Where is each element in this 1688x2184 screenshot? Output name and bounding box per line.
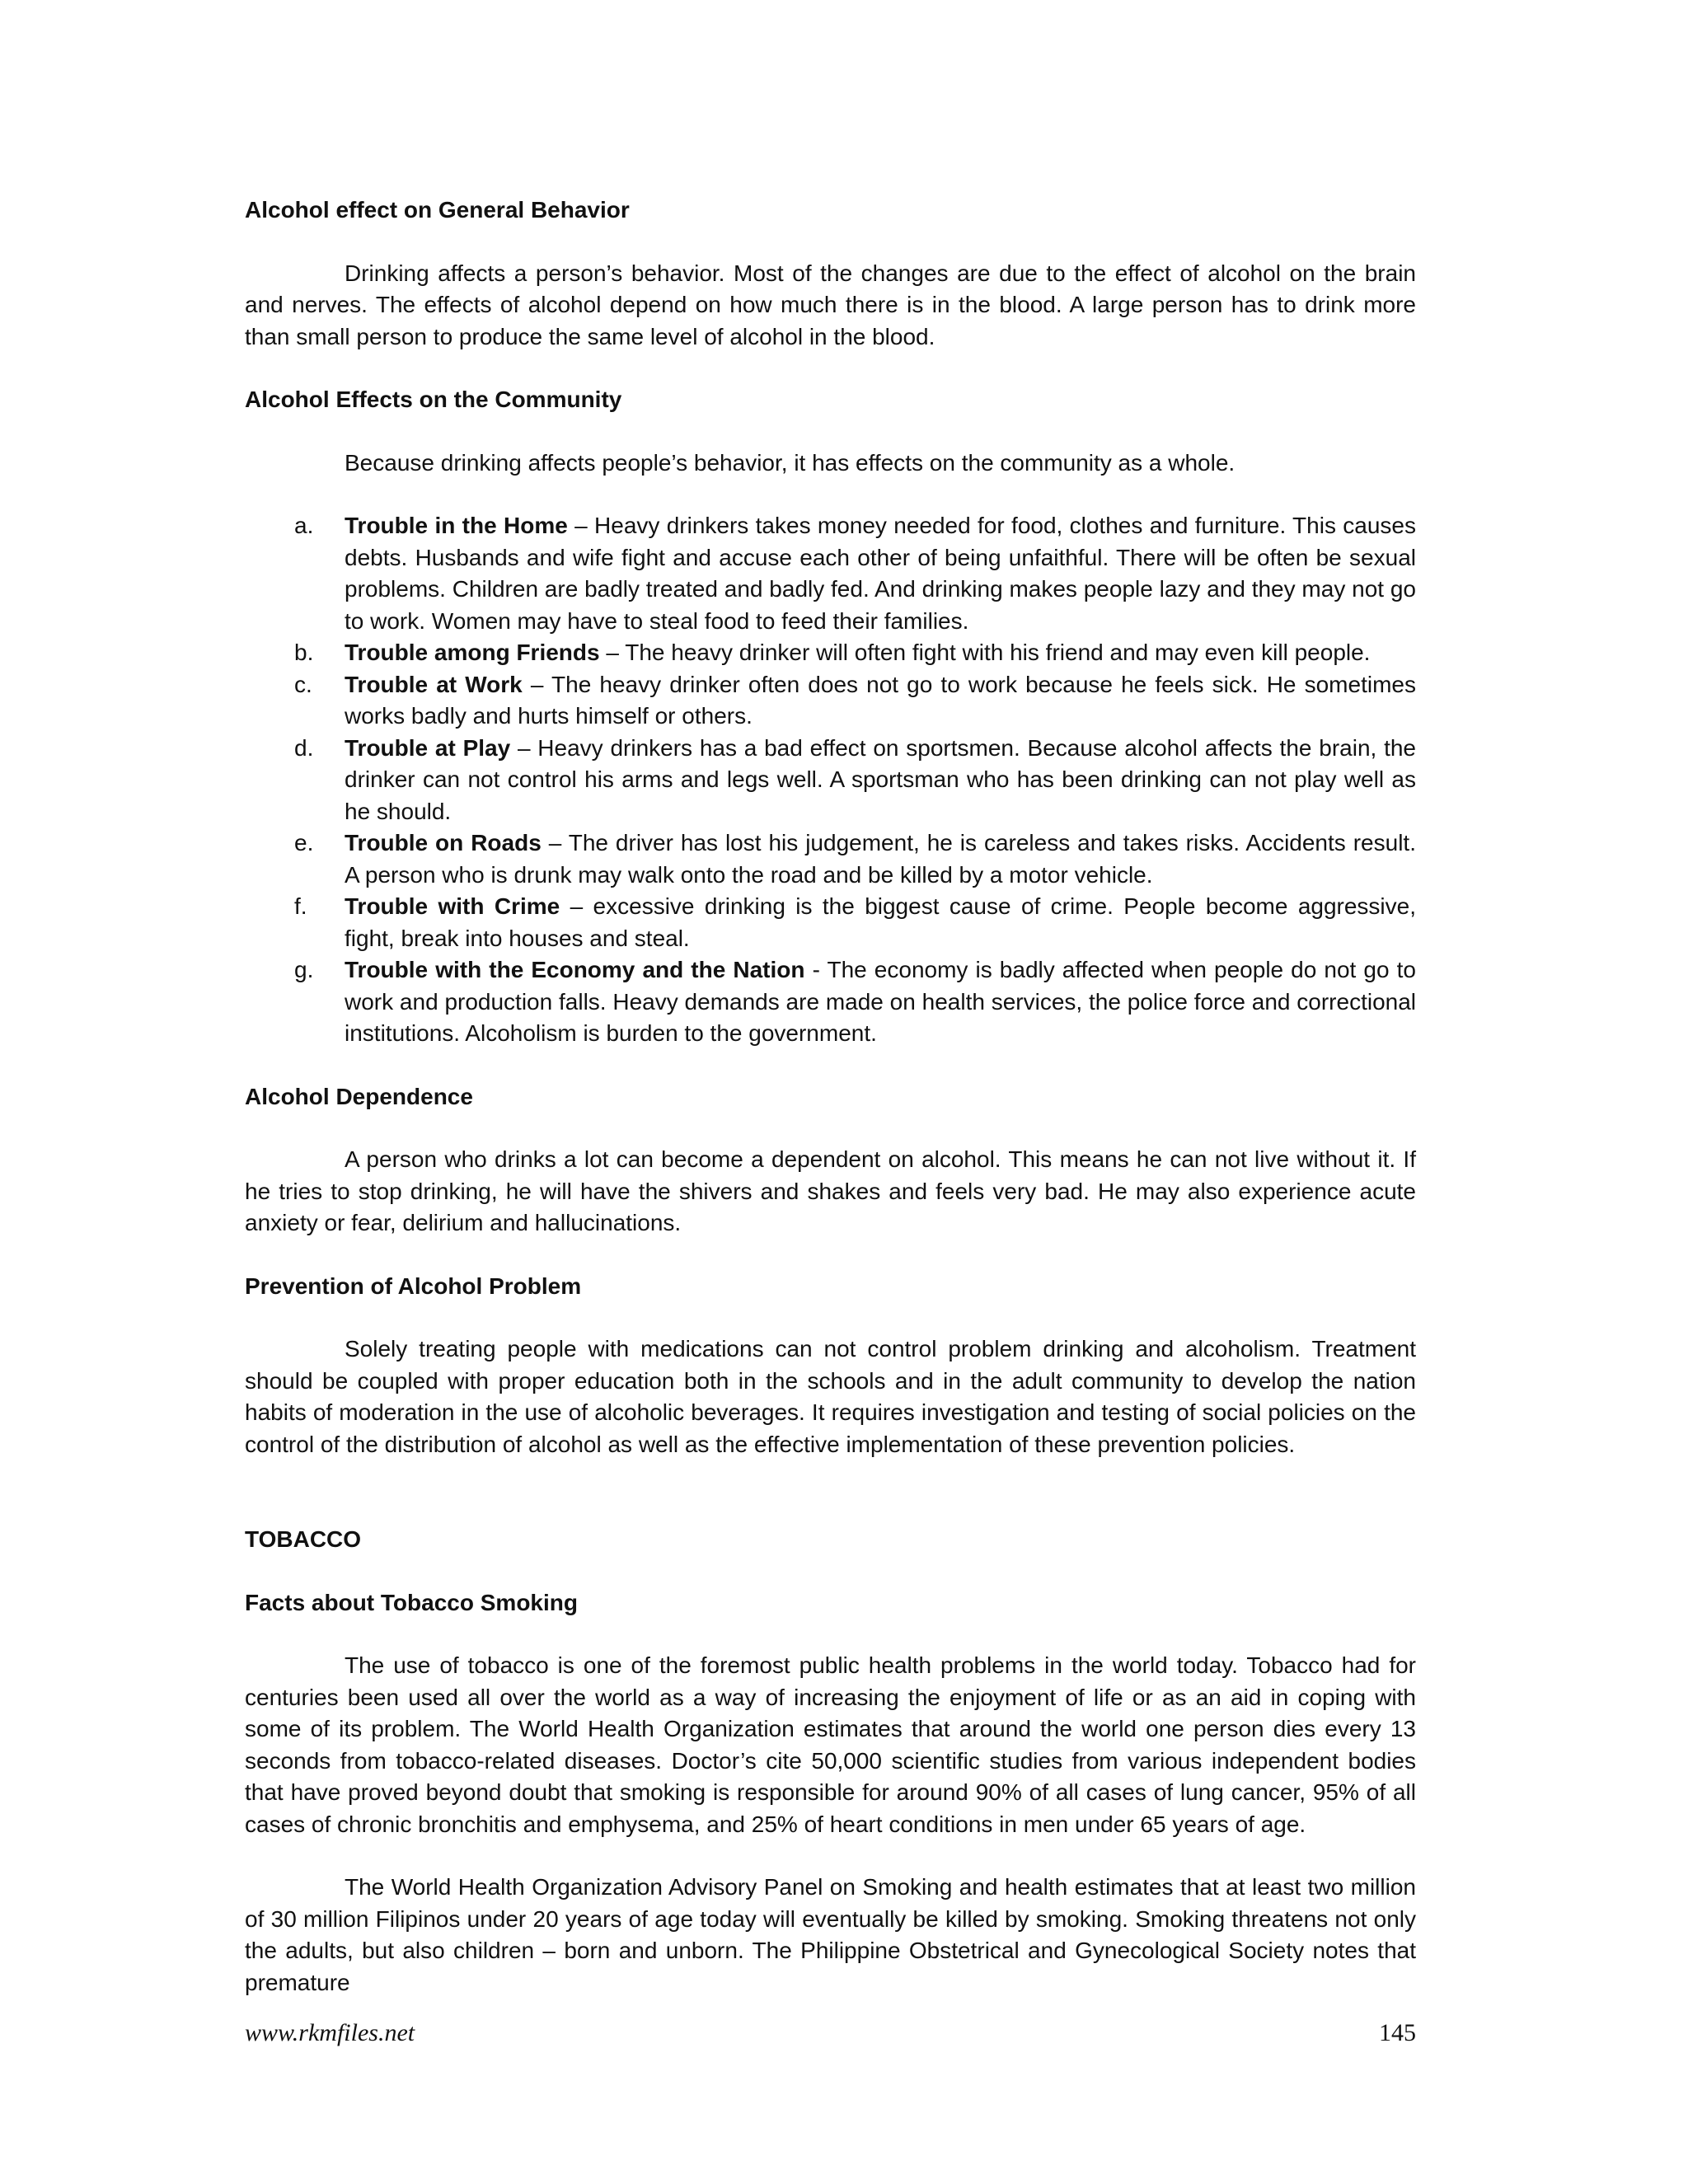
list-marker: c. — [294, 671, 312, 697]
page-number: 145 — [1379, 2019, 1416, 2046]
list-item — [245, 827, 1416, 891]
list-term: Trouble with the Economy and the Nation — [345, 957, 805, 982]
list-term: Trouble at Work — [345, 671, 523, 697]
spacer — [245, 1302, 1416, 1333]
paragraph-dependence: A person who drinks a lot can become a dependent on alcohol. This means he can not live without it. If he tries to stop drinking, he will have the shivers and shakes and feels very bad. He may also experience acute anxiety or fear, delirium and hallucinations. — [245, 1146, 1416, 1235]
list-marker: b. — [294, 640, 314, 665]
list-text: – excessive drinking is the biggest cause of crime. People become aggressive, fight, break into houses and steal. — [345, 893, 1417, 951]
list-term: Trouble on Roads — [345, 830, 542, 855]
document-page — [245, 194, 1416, 1999]
list-item — [245, 733, 1416, 828]
spacer — [245, 1619, 1416, 1650]
spacer — [245, 479, 1416, 510]
list-term: Trouble at Play — [345, 734, 511, 761]
list-item — [245, 954, 1416, 1050]
paragraph-prevention: Solely treating people with medications can not control problem drinking and alcoholism. Treatment should be coupled with proper education both in the schools and in the adult community to develop the nation habits of moderation in the use of alcoholic beverages. It requires investigation and testing of social policies on the control of the distribution of alcohol as well as the effective implementation of these prevention policies. — [245, 1336, 1416, 1457]
heading-prevention: Prevention of Alcohol Problem — [245, 1272, 582, 1299]
heading-community: Alcohol Effects on the Community — [245, 387, 622, 412]
spacer — [245, 227, 1416, 258]
list-item — [245, 891, 1416, 954]
list-marker: f. — [294, 893, 307, 919]
list-text: – Heavy drinkers takes money needed for food, clothes and furniture. This causes debts. Husbands and wife fight and accuse each other of being unfaithful. There will be often be sexual problems. Children are badly treated and badly fed. And drinking makes people lazy and they may not go to work. Women may have to steal food to feed their families. — [345, 513, 1416, 634]
list-marker: g. — [294, 957, 314, 982]
paragraph-general-behavior: Drinking affects a person’s behavior. Most of the changes are due to the effect of alcohol on the brain and nerves. The effects of alcohol depend on how much there is in the blood. A large person has to drink more than small person to produce the same level of alcohol in the blood. — [245, 260, 1416, 349]
heading-general-behavior: Alcohol effect on General Behavior — [245, 197, 630, 223]
list-marker: d. — [294, 734, 314, 761]
list-text: – The heavy drinker often does not go to work because he feels sick. He sometimes works badly and hurts himself or others. — [345, 671, 1416, 729]
list-text: – The heavy drinker will often fight with his friend and may even kill people. — [599, 640, 1371, 665]
spacer — [245, 1460, 1416, 1524]
spacer — [245, 1113, 1416, 1144]
list-term: Trouble among Friends — [345, 640, 600, 665]
list-marker: a. — [294, 513, 314, 538]
list-term: Trouble with Crime — [345, 893, 560, 919]
spacer — [245, 416, 1416, 448]
list-item — [245, 510, 1416, 637]
footer-url: www.rkmfiles.net — [245, 2019, 415, 2046]
spacer — [245, 353, 1416, 384]
list-marker: e. — [294, 830, 314, 855]
list-text: – Heavy drinkers has a bad effect on sportsmen. Because alcohol affects the brain, the drinker can not control his arms and legs well. A sportsman who has been drinking can not play well as he should. — [345, 734, 1416, 824]
heading-tobacco-facts: Facts about Tobacco Smoking — [245, 1589, 578, 1615]
paragraph-community-intro: Because drinking affects people’s behavior, it has effects on the community as a whole. — [345, 449, 1236, 476]
page-footer — [245, 2019, 1416, 2052]
spacer — [245, 1556, 1416, 1587]
paragraph-tobacco-facts-2: The World Health Organization Advisory Panel on Smoking and health estimates that at least two million of 30 million Filipinos under 20 years of age today will eventually be killed by smoking. Smoking threatens not only the adults, but also children – born and unborn. The Philippine Obstetrical and Gynecological Society notes that premature — [245, 1874, 1416, 1995]
list-item — [245, 669, 1416, 733]
spacer — [245, 1840, 1416, 1872]
spacer — [245, 1050, 1416, 1081]
community-troubles-list — [245, 510, 1416, 1050]
paragraph-tobacco-facts-1: The use of tobacco is one of the foremost public health problems in the world today. Tobacco had for centuries been used all over the world as a way of increasing the enjoyment of life or as an aid in coping with some of its problem. The World Health Organization estimates that around the world one person dies every 13 seconds from tobacco-related diseases. Doctor’s cite 50,000 scientific studies from various independent bodies that have proved beyond doubt that smoking is responsible for around 90% of all cases of lung cancer, 95% of all cases of chronic bronchitis and emphysema, and 25% of heart conditions in men under 65 years of age. — [245, 1652, 1416, 1837]
heading-tobacco: TOBACCO — [245, 1526, 362, 1552]
list-term: Trouble in the Home — [345, 513, 568, 538]
list-text: - The economy is badly affected when people do not go to work and production falls. Heavy demands are made on health services, the police force and correctional institutions. Alcoholism is burden to the government. — [345, 957, 1416, 1046]
heading-dependence: Alcohol Dependence — [245, 1083, 473, 1109]
list-item — [245, 637, 1416, 669]
spacer — [245, 1240, 1416, 1271]
list-text: – The driver has lost his judgement, he is careless and takes risks. Accidents result. A person who is drunk may walk onto the road and be killed by a motor vehicle. — [345, 830, 1416, 888]
